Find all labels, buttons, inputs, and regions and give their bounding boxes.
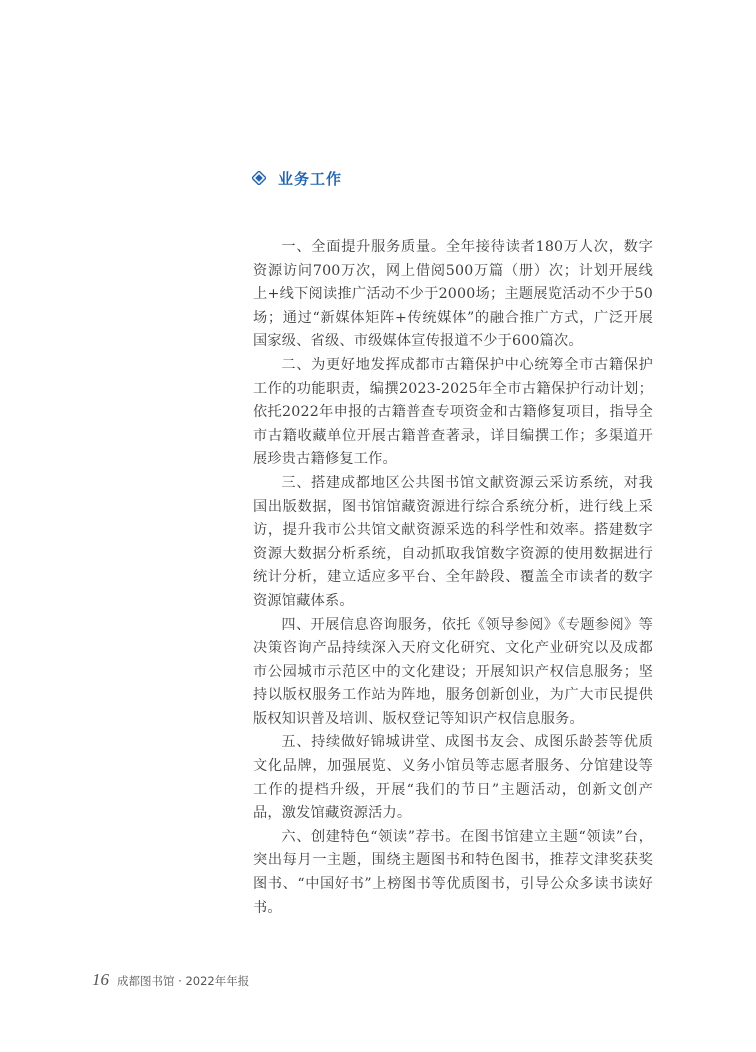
paragraph-5: 五、持续做好锦城讲堂、成图书友会、成图乐龄荟等优质文化品牌，加强展览、义务小馆员等志愿者服务、分馆建设等工作的提档升级，开展“我们的节日”主题活动，创新文创产品，激发馆藏资源活力。	[253, 734, 653, 822]
page-number: 16	[92, 970, 109, 989]
paragraph-1: 一、全面提升服务质量。全年接待读者180万人次，数字资源访问700万次，网上借阅500万篇（册）次；计划开展线上+线下阅读推广活动不少于2000场；主题展览活动不少于50场；通过“新媒体矩阵+传统媒体”的融合推广方式，广泛开展国家级、省级、市级媒体宣传报道不少于600篇次。	[253, 239, 653, 350]
paragraph-2: 二、为更好地发挥成都市古籍保护中心统筹全市古籍保护工作的功能职责，编撰2023-2025年全市古籍保护行动计划；依托2022年申报的古籍普查专项资金和古籍修复项目，指导全市古籍收藏单位开展古籍普查著录，详目编撰工作；多渠道开展珍贵古籍修复工作。	[253, 356, 653, 468]
body-text	[253, 236, 653, 920]
paragraph-6: 六、创建特色“领读”荐书。在图书馆建立主题“领读”台，突出每月一主题，围绕主题图书和特色图书，推荐文津奖获奖图书、“中国好书”上榜图书等优质图书，引导公众多读书读好书。	[253, 828, 653, 916]
page-footer	[92, 970, 249, 990]
section-title: 业务工作	[278, 169, 343, 188]
diamond-bullet-icon	[252, 171, 266, 185]
footer-title: 成都图书馆 · 2022年年报	[117, 974, 250, 988]
paragraph-3: 三、搭建成都地区公共图书馆文献资源云采访系统，对我国出版数据，图书馆馆藏资源进行综合系统分析，进行线上采访，提升我市公共馆文献资源采选的科学性和效率。搭建数字资源大数据分析系统，自动抓取我馆数字资源的使用数据进行统计分析，建立适应多平台、全年龄段、覆盖全市读者的数字资源馆藏体系。	[253, 474, 653, 609]
section-heading	[252, 166, 342, 190]
paragraph-4: 四、开展信息咨询服务，依托《领导参阅》《专题参阅》等决策咨询产品持续深入天府文化研究、文化产业研究以及成都市公园城市示范区中的文化建设；开展知识产权信息服务；坚持以版权服务工作站为阵地，服务创新创业，为广大市民提供版权知识普及培训、版权登记等知识产权信息服务。	[253, 616, 653, 727]
